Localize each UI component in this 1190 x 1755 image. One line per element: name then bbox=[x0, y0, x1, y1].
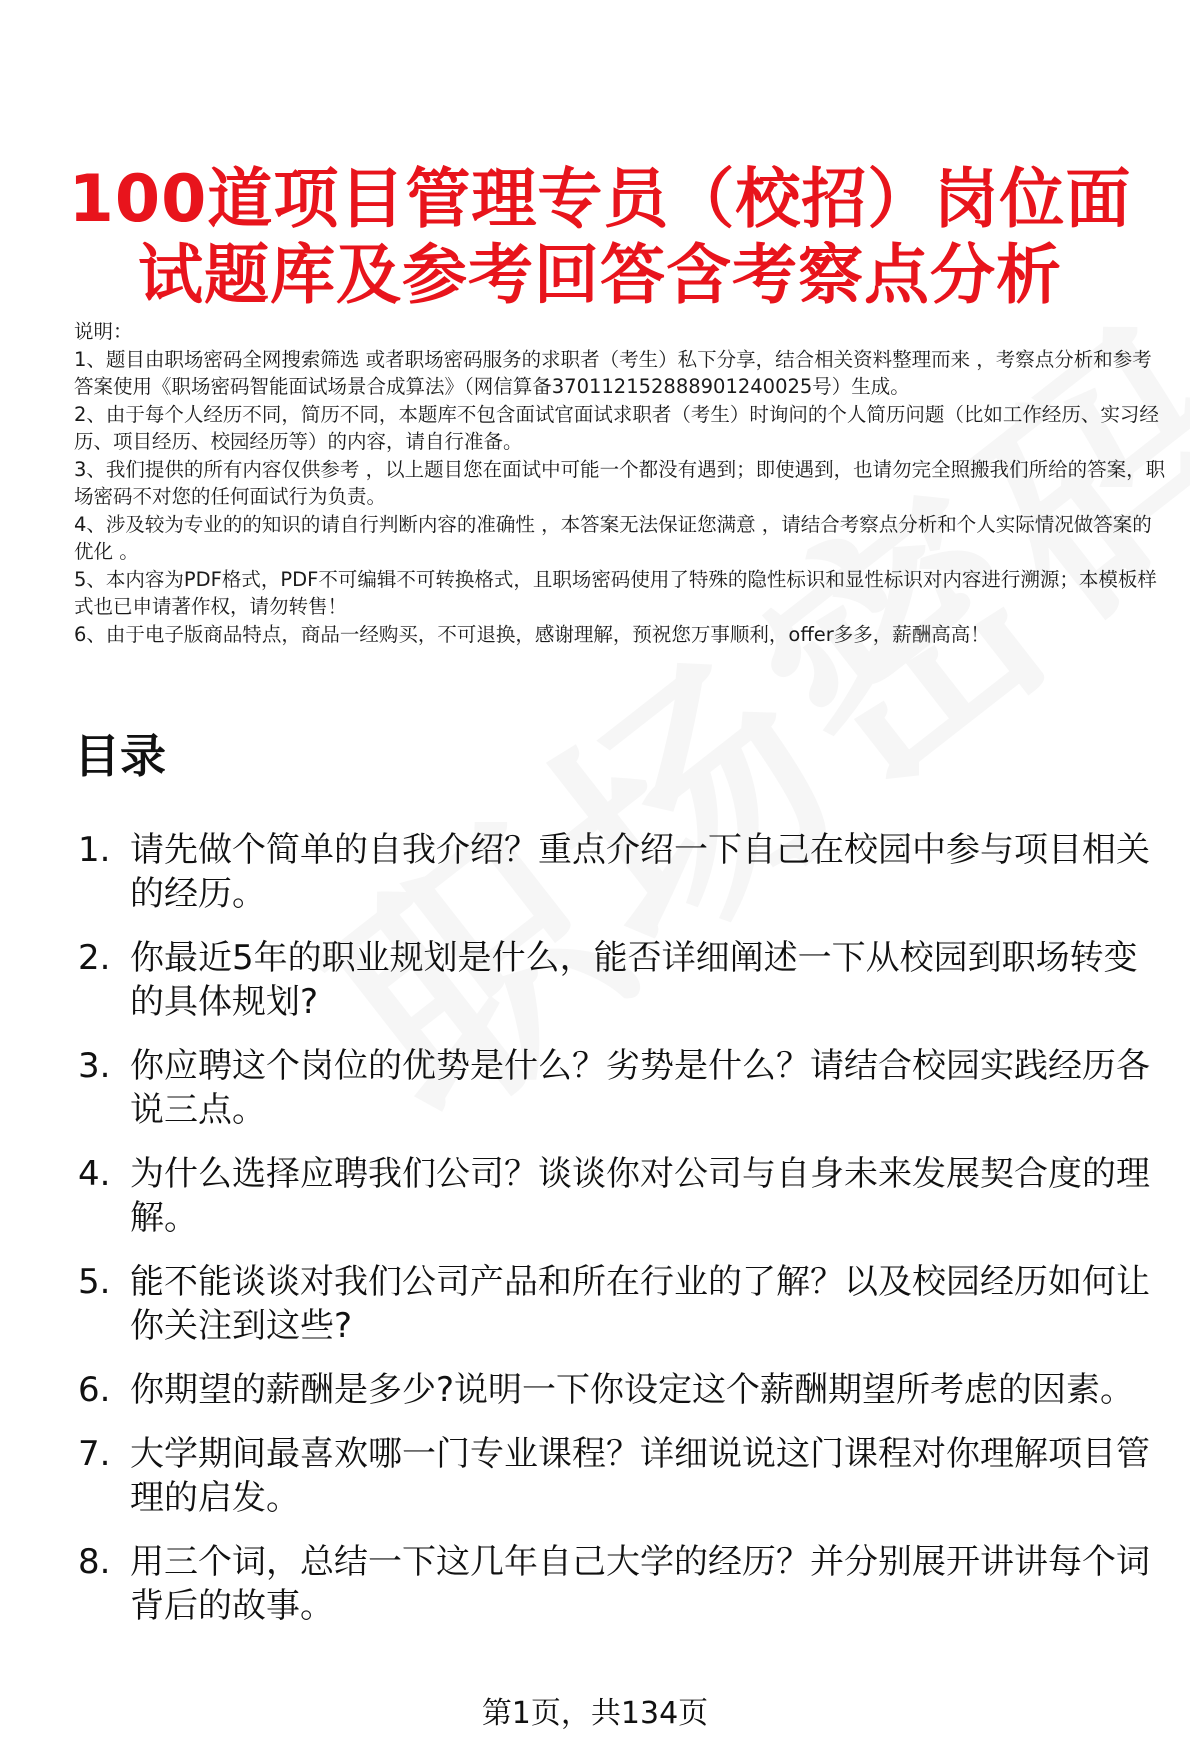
title-line-1: 100道项目管理专员（校招）岗位面 bbox=[68, 161, 1132, 237]
toc-item-text[interactable]: 大学期间最喜欢哪一门专业课程？详细说说这门课程对你理解项目管理的启发。 bbox=[130, 1434, 1150, 1518]
toc-item-number: 2. bbox=[78, 938, 111, 978]
toc-item-number: 6. bbox=[78, 1370, 111, 1410]
toc-item-number: 4. bbox=[78, 1154, 111, 1194]
toc-item[interactable] bbox=[78, 1368, 1158, 1412]
page-footer: 第1页，共134页 bbox=[481, 1696, 709, 1731]
note-item: 4、涉及较为专业的的知识的请自行判断内容的准确性 ，本答案无法保证您满意 ，请结合考察点分析和个人实际情况做答案的优化 。 bbox=[74, 512, 1152, 563]
toc-item-text[interactable]: 请先做个简单的自我介绍？重点介绍一下自己在校园中参与项目相关的经历。 bbox=[130, 830, 1150, 914]
toc-item-text[interactable]: 你应聘这个岗位的优势是什么？劣势是什么？请结合校园实践经历各说三点。 bbox=[130, 1046, 1150, 1130]
toc-item-number: 3. bbox=[78, 1046, 111, 1086]
toc-item-number: 5. bbox=[78, 1262, 111, 1302]
toc-item[interactable] bbox=[78, 828, 1158, 916]
toc-heading: 目录 bbox=[74, 729, 166, 783]
toc-item-text[interactable]: 能不能谈谈对我们公司产品和所在行业的了解？以及校园经历如何让你关注到这些? bbox=[130, 1262, 1150, 1346]
toc-item[interactable] bbox=[78, 1432, 1158, 1520]
toc-item-number: 8. bbox=[78, 1542, 111, 1582]
notes-section bbox=[74, 318, 1170, 648]
toc-item-text[interactable]: 用三个词，总结一下这几年自己大学的经历？并分别展开讲讲每个词背后的故事。 bbox=[130, 1542, 1150, 1626]
note-item: 2、由于每个人经历不同，简历不同，本题库不包含面试官面试求职者（考生）时询问的个人简历问题（比如工作经历、实习经历、项目经历、校园经历等）的内容，请自行准备。 bbox=[74, 402, 1159, 453]
toc-item[interactable] bbox=[78, 1540, 1158, 1628]
note-item: 6、由于电子版商品特点，商品一经购买，不可退换，感谢理解，预祝您万事顺利，offer多多，薪酬高高！ bbox=[74, 622, 990, 646]
notes-heading: 说明： bbox=[74, 320, 133, 343]
note-item: 3、我们提供的所有内容仅供参考 ，以上题目您在面试中可能一个都没有遇到；即使遇到，也请勿完全照搬我们所给的答案，职场密码不对您的任何面试行为负责。 bbox=[74, 457, 1166, 508]
toc-item-text[interactable]: 你最近5年的职业规划是什么，能否详细阐述一下从校园到职场转变的具体规划? bbox=[130, 938, 1138, 1022]
toc-item-text[interactable]: 你期望的薪酬是多少?说明一下你设定这个薪酬期望所考虑的因素。 bbox=[130, 1370, 1135, 1410]
toc-item[interactable] bbox=[78, 936, 1158, 1024]
toc-item-number: 7. bbox=[78, 1434, 111, 1474]
toc-list bbox=[78, 828, 1158, 1648]
toc-item-text[interactable]: 为什么选择应聘我们公司？谈谈你对公司与自身未来发展契合度的理解。 bbox=[130, 1154, 1150, 1238]
note-item: 1、题目由职场密码全网搜索筛选 或者职场密码服务的求职者（考生）私下分享，结合相关资料整理而来 ，考察点分析和参考答案使用《职场密码智能面试场景合成算法》（网信算备370112152888901240025号）生成。 bbox=[74, 347, 1152, 398]
title-line-2: 试题库及参考回答含考察点分析 bbox=[137, 237, 1062, 313]
note-item: 5、本内容为PDF格式，PDF不可编辑不可转换格式，且职场密码使用了特殊的隐性标识和显性标识对内容进行溯源；本模板样式也已申请著作权，请勿转售！ bbox=[74, 567, 1157, 618]
toc-item-number: 1. bbox=[78, 830, 111, 870]
toc-item[interactable] bbox=[78, 1260, 1158, 1348]
page-title bbox=[60, 162, 1140, 314]
toc-item[interactable] bbox=[78, 1152, 1158, 1240]
toc-item[interactable] bbox=[78, 1044, 1158, 1132]
